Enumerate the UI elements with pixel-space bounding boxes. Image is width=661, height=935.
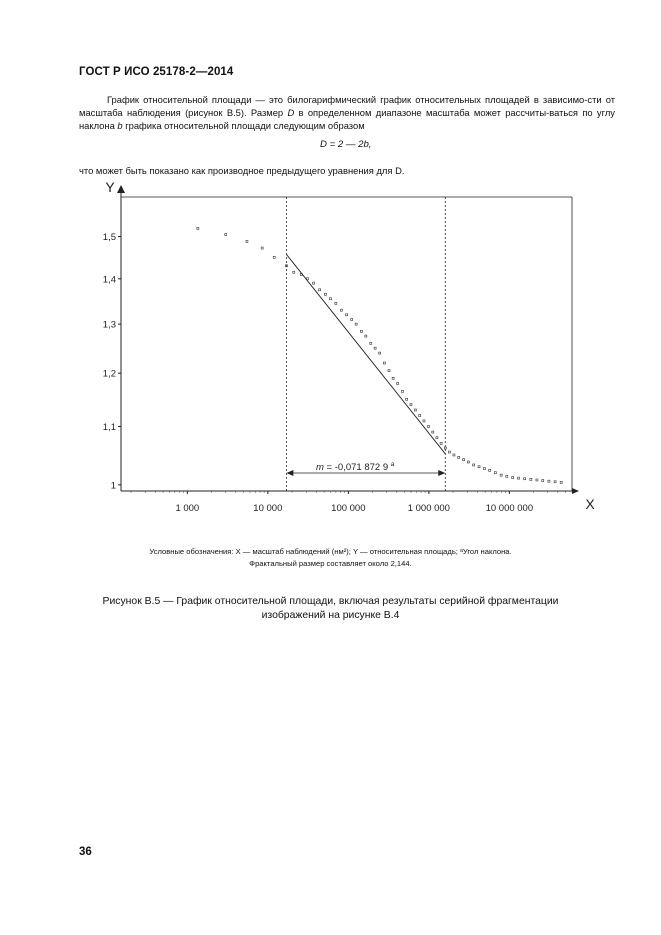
data-point xyxy=(335,302,337,304)
data-point xyxy=(293,271,295,273)
x-tick-label: 100 000 xyxy=(331,503,366,514)
paragraph-segment: График относительной площади — это билогарифмический график относительных площадей в зависимо- xyxy=(107,94,588,105)
range-arrow-right-head xyxy=(438,470,445,476)
slope-symbol: m xyxy=(316,462,324,473)
document-header: ГОСТ Р ИСО 25178-2—2014 xyxy=(79,66,234,78)
data-point xyxy=(560,481,562,483)
paragraph-segment: в определенном диапазоне масштаба может рассчиты- xyxy=(294,107,550,118)
data-point xyxy=(370,342,372,344)
range-markers xyxy=(286,197,445,491)
paragraph-segment: графика относительной площади следующим образом xyxy=(122,120,365,131)
data-point xyxy=(473,464,475,466)
data-point xyxy=(542,480,544,482)
data-point xyxy=(458,456,460,458)
formula: D = 2 — 2b, xyxy=(320,139,372,150)
data-point xyxy=(518,477,520,479)
data-point xyxy=(406,398,408,400)
data-point xyxy=(329,298,331,300)
data-point xyxy=(548,480,550,482)
y-tick-label: 1,2 xyxy=(102,368,116,380)
y-axis-label: Y xyxy=(105,179,115,195)
data-point xyxy=(261,247,263,249)
data-point xyxy=(483,468,485,470)
data-point xyxy=(410,404,412,406)
data-point xyxy=(432,431,434,433)
data-point xyxy=(197,227,199,229)
x-axis-arrow xyxy=(572,488,579,494)
data-point xyxy=(313,282,315,284)
y-tick-label: 1,4 xyxy=(102,274,116,286)
data-point xyxy=(427,425,429,427)
data-point xyxy=(440,442,442,444)
data-point xyxy=(397,382,399,384)
x-axis-label: X xyxy=(585,496,595,512)
fit-line xyxy=(286,254,445,453)
data-point xyxy=(319,289,321,291)
slope-label xyxy=(316,461,395,473)
data-point xyxy=(246,240,248,242)
data-point xyxy=(374,347,376,349)
slope-annotation xyxy=(316,461,395,473)
data-point xyxy=(414,409,416,411)
data-point xyxy=(530,478,532,480)
data-point xyxy=(478,466,480,468)
data-point xyxy=(388,370,390,372)
y-axis-ticks xyxy=(103,232,121,491)
italic-symbol: b xyxy=(117,120,123,131)
data-point xyxy=(225,233,227,235)
italic-symbol: D xyxy=(287,107,295,118)
data-point xyxy=(444,447,446,449)
x-tick-label: 10 000 xyxy=(253,503,283,514)
data-point xyxy=(506,475,508,477)
data-point xyxy=(494,472,496,474)
data-point xyxy=(489,469,491,471)
x-axis-ticks xyxy=(131,491,572,514)
data-point xyxy=(524,478,526,480)
data-point xyxy=(365,335,367,337)
figure-caption xyxy=(60,595,601,623)
data-point xyxy=(401,390,403,392)
y-tick-label: 1,3 xyxy=(102,319,116,331)
data-point xyxy=(351,318,353,320)
data-point xyxy=(463,459,465,461)
paragraph-segment: сти от масштаба наблюдения (рисунок В.5). Размер xyxy=(79,94,616,118)
data-point xyxy=(273,256,275,258)
data-point xyxy=(340,309,342,311)
figure-caption-line-1: Рисунок В.5 — График относительной площади, включая результаты серийной фрагментации xyxy=(102,596,559,607)
body-text-after-formula: что может быть показано как производное предыдущего уравнения для D. xyxy=(79,165,405,176)
data-point xyxy=(379,352,381,354)
data-point xyxy=(355,323,357,325)
data-point xyxy=(392,377,394,379)
y-axis-arrow xyxy=(117,185,125,193)
data-point xyxy=(360,330,362,332)
data-point xyxy=(419,414,421,416)
paragraph-segment: ваться по углу наклона xyxy=(79,107,615,131)
data-points xyxy=(197,227,562,483)
data-point xyxy=(512,477,514,479)
data-point xyxy=(383,362,385,364)
data-point xyxy=(453,454,455,456)
x-tick-label: 1 000 000 xyxy=(407,503,450,514)
range-arrow-left-head xyxy=(286,470,293,476)
data-point xyxy=(448,451,450,453)
x-tick-label: 1 000 xyxy=(175,503,200,514)
legend-line-2: Фрактальный размер составляет около 2,144. xyxy=(249,559,412,568)
y-tick-label: 1 xyxy=(110,480,116,492)
x-tick-label: 10 000 000 xyxy=(485,503,534,514)
data-point xyxy=(554,481,556,483)
page-number: 36 xyxy=(79,846,92,858)
regression-line xyxy=(286,254,445,453)
data-point xyxy=(324,293,326,295)
data-point xyxy=(346,314,348,316)
y-tick-label: 1,5 xyxy=(102,232,116,244)
data-point xyxy=(436,437,438,439)
data-point xyxy=(423,420,425,422)
data-point xyxy=(536,479,538,481)
data-point xyxy=(500,474,502,476)
slope-footnote-mark: a xyxy=(390,461,395,468)
data-point xyxy=(467,461,469,463)
slope-value: = -0,071 872 9 xyxy=(323,462,391,473)
y-tick-label: 1,1 xyxy=(102,421,116,433)
legend-line-1: Условные обозначения: X — масштаб наблюдений (нм²); Y — относительная площадь; ᵃУгол наклона. xyxy=(149,547,512,556)
figure-caption-line-2: изображений на рисунке В.4 xyxy=(261,610,400,621)
